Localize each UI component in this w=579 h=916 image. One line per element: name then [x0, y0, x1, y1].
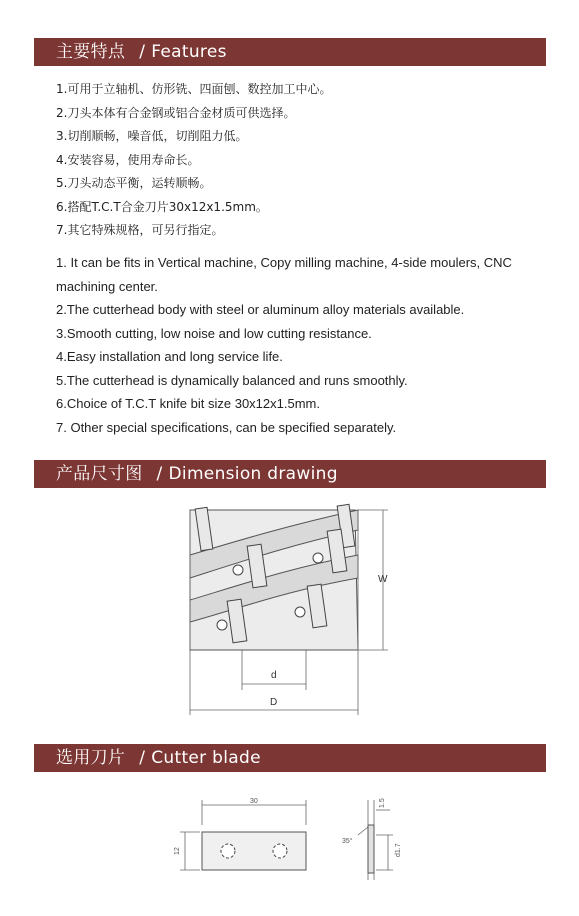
feature-cn-item: 7.其它特殊规格，可另行指定。 [56, 223, 224, 237]
blade-hole-left [221, 844, 235, 858]
feature-en-item: 5.The cutterhead is dynamically balanced and runs smoothly. [56, 372, 408, 388]
feature-en-item: 6.Choice of T.C.T knife bit size 30x12x1.5mm. [56, 396, 320, 411]
blade-side-profile [368, 825, 374, 873]
blade-hole-right [273, 844, 287, 858]
dimension-w-label: W [378, 574, 388, 585]
feature-cn-item: 4.安装容易，使用寿命长。 [56, 152, 200, 167]
blade-angle-label: 35° [342, 838, 353, 845]
section-separator: / [139, 748, 146, 768]
feature-cn-item: 3.切削顺畅，噪音低，切削阻力低。 [56, 129, 248, 143]
feature-en-item: 4.Easy installation and long service life. [56, 349, 283, 364]
feature-cn-item: 1.可用于立轴机、仿形铣、四面刨、数控加工中心。 [56, 82, 332, 96]
section-title-cn: 选用刀片 [56, 748, 126, 768]
section-separator: / [156, 464, 163, 484]
blade-side-label: d1.7 [395, 843, 402, 857]
feature-cn-item: 6.搭配T.C.T合金刀片30x12x1.5mm。 [56, 199, 268, 214]
cutterhead-drawing [180, 500, 400, 725]
section-title-en: Cutter blade [151, 748, 261, 768]
blade-rectangle [202, 832, 306, 870]
feature-en-item: 3.Smooth cutting, low noise and low cutting resistance. [56, 325, 372, 341]
feature-cn-item: 5.刀头动态平衡，运转顺畅。 [56, 176, 212, 190]
section-header-blade [34, 744, 546, 772]
dimension-D-label: D [270, 697, 278, 708]
feature-en-item: 1. It can be fits in Vertical machine, Copy milling machine, 4-side moulers, CNC machining center. [56, 255, 512, 294]
blade-thickness-label: 1.5 [379, 798, 386, 808]
blade-front-view [170, 795, 320, 885]
section-title-en: Dimension drawing [168, 464, 338, 484]
section-title-cn: 产品尺寸图 [56, 464, 143, 484]
section-title-en: Features [151, 42, 227, 62]
features-list-chinese [56, 78, 536, 243]
section-header-features [34, 38, 546, 66]
section-title-cn: 主要特点 [56, 42, 126, 62]
feature-en-item: 7. Other special specifications, can be specified separately. [56, 419, 397, 435]
blade-length-label: 30 [250, 798, 258, 805]
features-list-english [56, 251, 541, 439]
section-header-dimension [34, 460, 546, 488]
blade-width-label: 12 [174, 847, 181, 855]
blade-side-view [338, 795, 408, 885]
feature-en-item: 2.The cutterhead body with steel or aluminum alloy materials available. [56, 302, 465, 317]
section-separator: / [139, 42, 146, 62]
dimension-d-label: d [271, 670, 277, 681]
feature-cn-item: 2.刀头本体有合金钢或铝合金材质可供选择。 [56, 105, 296, 120]
